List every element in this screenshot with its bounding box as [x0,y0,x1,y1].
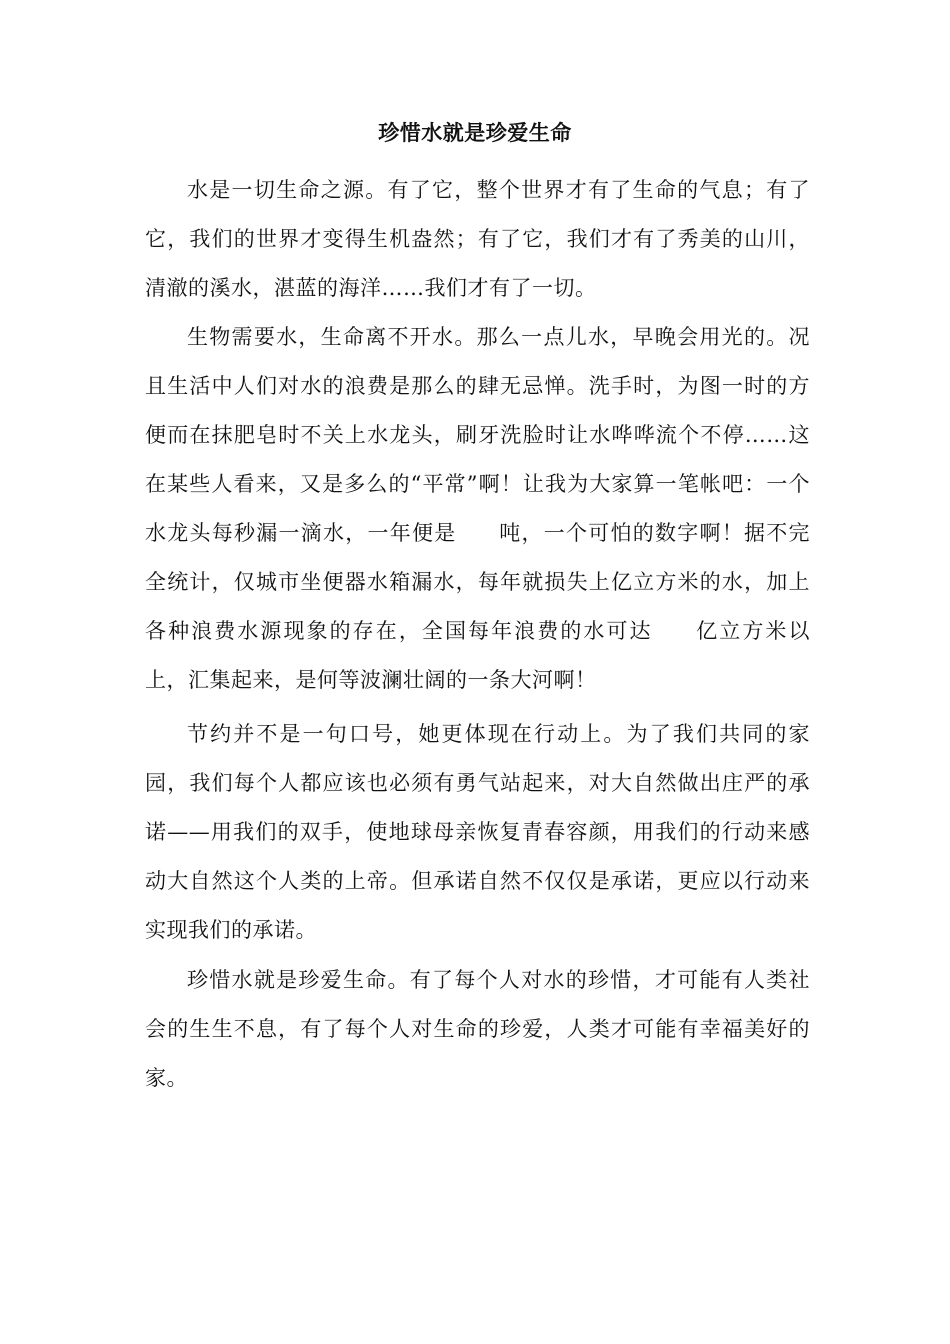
paragraph-2 [145,313,810,705]
paragraph-4: 珍惜水就是珍爱生命。有了每个人对水的珍惜，才可能有人类社会的生生不息，有了每个人对生命的珍爱，人类才可能有幸福美好的家。 [145,968,810,1090]
paragraph-3: 节约并不是一句口号，她更体现在行动上。为了我们共同的家园，我们每个人都应该也必须有勇气站起来，对大自然做出庄严的承诺——用我们的双手，使地球母亲恢复青春容颜，用我们的行动来感动大自然这个人类的上帝。但承诺自然不仅仅是承诺，更应以行动来实现我们的承诺。 [145,722,810,942]
paragraph-2-part-c: 亿立方米以上，汇集起来，是何等波澜壮阔的一条大河啊！ [145,619,811,692]
paragraph-2-part-b: 吨，一个可怕的数字啊！据不完全统计，仅城市坐便器水箱漏水，每年就损失上亿立方米的水，加上各种浪费水源现象的存在，全国每年浪费的水可达 [145,521,810,643]
document-title: 珍惜水就是珍爱生命 [378,121,572,145]
paragraph-2-part-a: 生物需要水，生命离不开水。那么一点儿水，早晚会用光的。况且生活中人们对水的浪费是那么的肆无忌惮。洗手时，为图一时的方便而在抹肥皂时不关上水龙头，刷牙洗脸时让水哗哗流个不停……这在某些人看来，又是多么的“平常”啊！让我为大家算一笔帐吧：一个水龙头每秒漏一滴水，一年便是 [145,325,810,545]
paragraph-1: 水是一切生命之源。有了它，整个世界才有了生命的气息；有了它，我们的世界才变得生机盎然；有了它，我们才有了秀美的山川，清澈的溪水，湛蓝的海洋……我们才有了一切。 [145,178,810,300]
